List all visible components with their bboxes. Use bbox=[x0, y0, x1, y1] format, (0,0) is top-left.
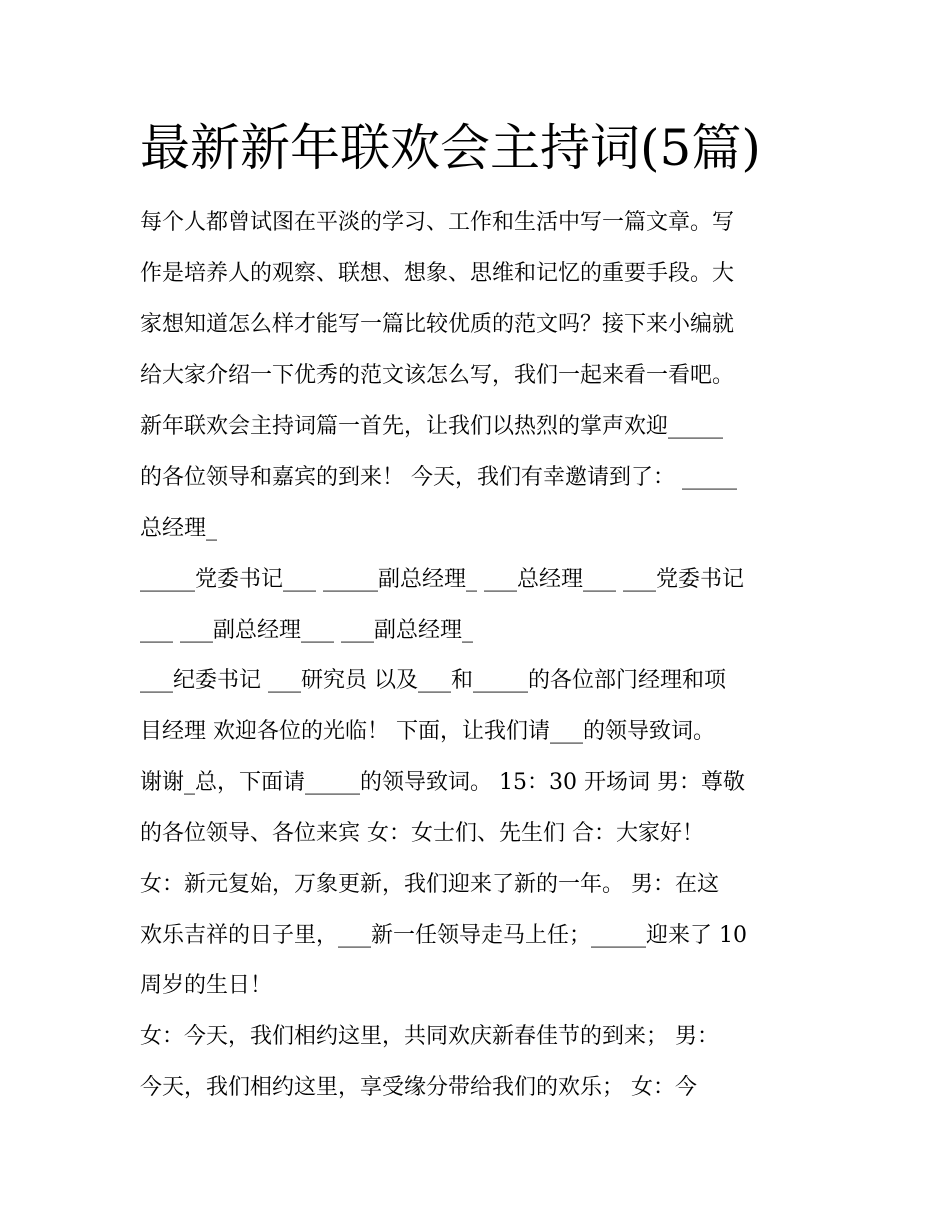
body-line: 新年联欢会主持词篇一首先，让我们以热烈的掌声欢迎_____ bbox=[140, 414, 724, 439]
body-line: 女：今天，我们相约这里，共同欢庆新春佳节的到来； 男： bbox=[140, 1024, 719, 1049]
body-line: 目经理 欢迎各位的光临！ 下面，让我们请___的领导致词。 bbox=[140, 719, 715, 744]
body-line: 女：新元复始，万象更新，我们迎来了新的一年。 男：在这 bbox=[140, 872, 719, 897]
body-line: 总经理_ bbox=[140, 516, 218, 541]
document-title: 最新新年联欢会主持词(5篇) bbox=[140, 119, 761, 177]
body-line: 给大家介绍一下优秀的范文该怎么写，我们一起来看一看吧。 bbox=[140, 363, 735, 388]
body-line: 的各位领导和嘉宾的到来！ 今天，我们有幸邀请到了： _____ bbox=[140, 465, 737, 490]
body-line: 欢乐吉祥的日子里，___新一任领导走马上任；_____迎来了 10 bbox=[140, 923, 747, 948]
body-line: _____党委书记___ _____副总经理_ ___总经理___ ___党委书记 bbox=[140, 567, 744, 592]
body-line: ___纪委书记 ___研究员 以及___和_____的各位部门经理和项 bbox=[140, 668, 726, 693]
body-line: 的各位领导、各位来宾 女：女士们、先生们 合：大家好！ bbox=[140, 821, 704, 846]
body-line: 作是培养人的观察、联想、想象、思维和记忆的重要手段。大 bbox=[140, 261, 735, 286]
body-line: 每个人都曾试图在平淡的学习、工作和生活中写一篇文章。写 bbox=[140, 210, 735, 235]
body-line: ___ ___副总经理___ ___副总经理_ bbox=[140, 618, 473, 643]
body-line: 周岁的生日！ bbox=[140, 973, 273, 998]
body-line: 今天，我们相约这里，享受缘分带给我们的欢乐； 女：今 bbox=[140, 1075, 697, 1100]
body-line: 家想知道怎么样才能写一篇比较优质的范文吗？接下来小编就 bbox=[140, 312, 735, 337]
body-line: 谢谢_总，下面请_____的领导致词。 15：30 开场词 男：尊敬 bbox=[140, 770, 745, 795]
